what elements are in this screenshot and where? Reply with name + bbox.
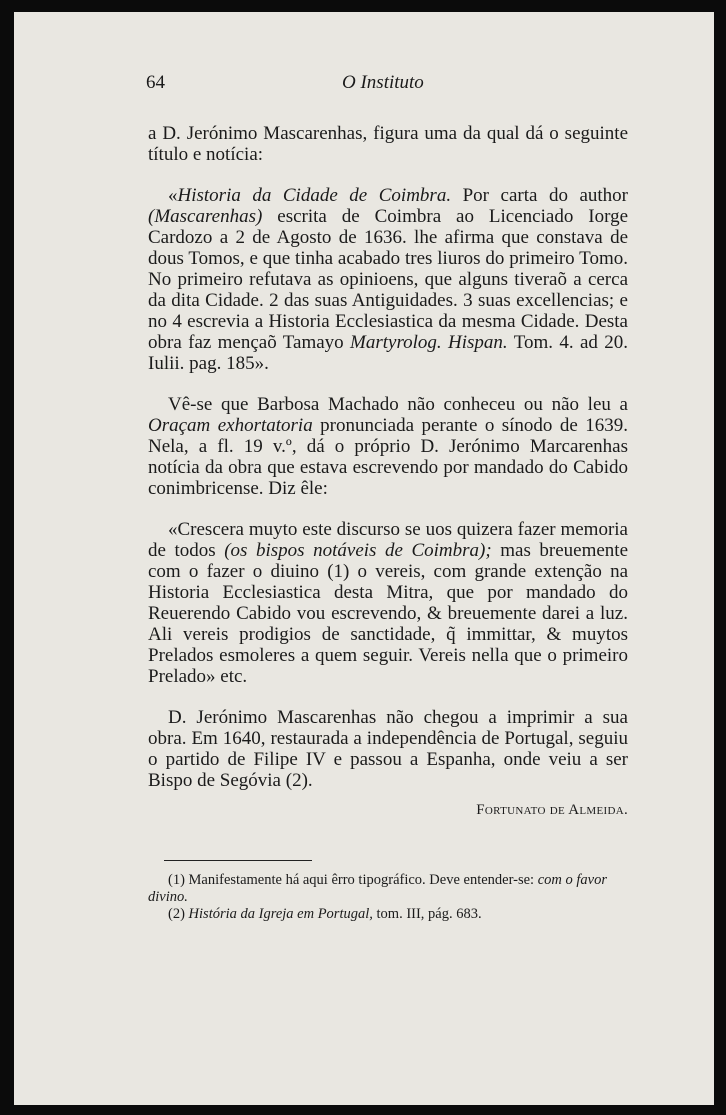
text-segment: mas breuemente com o fazer o diuino (1) o vereis, com grande extenção na Historia Ecclesiastica desta Mitra, que por mandado do Reuerendo Cabido vou escrevendo, & breuemente darei a luz. Ali vereis prodigios de sanctidade, q̃ immittar, & muytos Prelados esmoleres a quem seguir. Vereis nella que o primeiro Prelado» etc. [148, 540, 629, 687]
text-segment: Por carta do author [451, 185, 629, 206]
paragraph-quote-historia [148, 185, 628, 374]
page-number: 64 [146, 72, 165, 93]
running-title: O Instituto [342, 72, 424, 93]
author-name: (Mascarenhas) [148, 206, 263, 227]
footnote-2 [148, 906, 628, 923]
paragraph-barbosa [148, 394, 628, 499]
text-segment: Vê-se que Barbosa Machado não conheceu ou não leu a [168, 394, 628, 415]
parenthetical-note: (os bispos notáveis de Coimbra); [224, 540, 492, 561]
author-signature: Fortunato de Almeida. [476, 802, 628, 818]
oration-title: Oraçam exhortatoria [148, 415, 313, 436]
text-segment: escrita de Coimbra ao Licenciado Iorge Cardozo a 2 de Agosto de 1636. lhe afirma que constava de dous Tomos, e que tinha acabado tres liuros do primeiro Tomo. No primeiro refutava as opinioens, que alguns tiveraõ a cerca da dita Cidade. 2 das suas Antiguidades. 3 suas excellencias; e no 4 escrevia a Historia Ecclesiastica da mesma Cidade. Desta obra faz mençaõ Tamayo [148, 206, 628, 353]
text-segment: (1) Manifestamente há aqui êrro tipográfico. Deve entender-se: [168, 872, 538, 888]
text-segment: pronunciada perante o sínodo de 1639. Nela, a fl. 19 v.º, dá o próprio D. Jerónimo Marcarenhas notícia da obra que estava escrevendo por mandado do Cabido conimbricense. Diz êle: [148, 415, 628, 499]
text-segment: «Crescera muyto este discurso se uos quizera fazer memoria de todos [148, 519, 628, 561]
main-text [148, 72, 628, 821]
footnote-divider [164, 860, 312, 861]
footnote-book-title: História da Igreja em Portugal, [188, 906, 373, 922]
paragraph-quote-crescera [148, 519, 628, 687]
footnote-italic: com o favor divino. [148, 872, 607, 905]
paragraph-conclusion: D. Jerónimo Mascarenhas não chegou a imprimir a sua obra. Em 1640, restaurada a independência de Portugal, seguiu o partido de Filipe IV e passou a Espanha, onde veiu a ser Bispo de Segóvia (2). [148, 707, 628, 791]
page-header [148, 72, 628, 96]
footnote-1 [148, 872, 628, 906]
paragraph-intro: a D. Jerónimo Mascarenhas, figura uma da qual dá o seguinte título e notícia: [148, 123, 628, 165]
text-segment: Tom. 4. ad 20. Iulii. pag. 185». [148, 332, 628, 374]
quote-open: « [168, 185, 178, 206]
scanned-page [14, 12, 714, 1105]
cited-book: Martyrolog. Hispan. [350, 332, 508, 353]
footnotes [148, 872, 628, 923]
work-title: Historia da Cidade de Coimbra. [177, 185, 452, 206]
text-segment: (2) [168, 906, 189, 922]
text-segment: tom. III, pág. 683. [372, 906, 482, 922]
